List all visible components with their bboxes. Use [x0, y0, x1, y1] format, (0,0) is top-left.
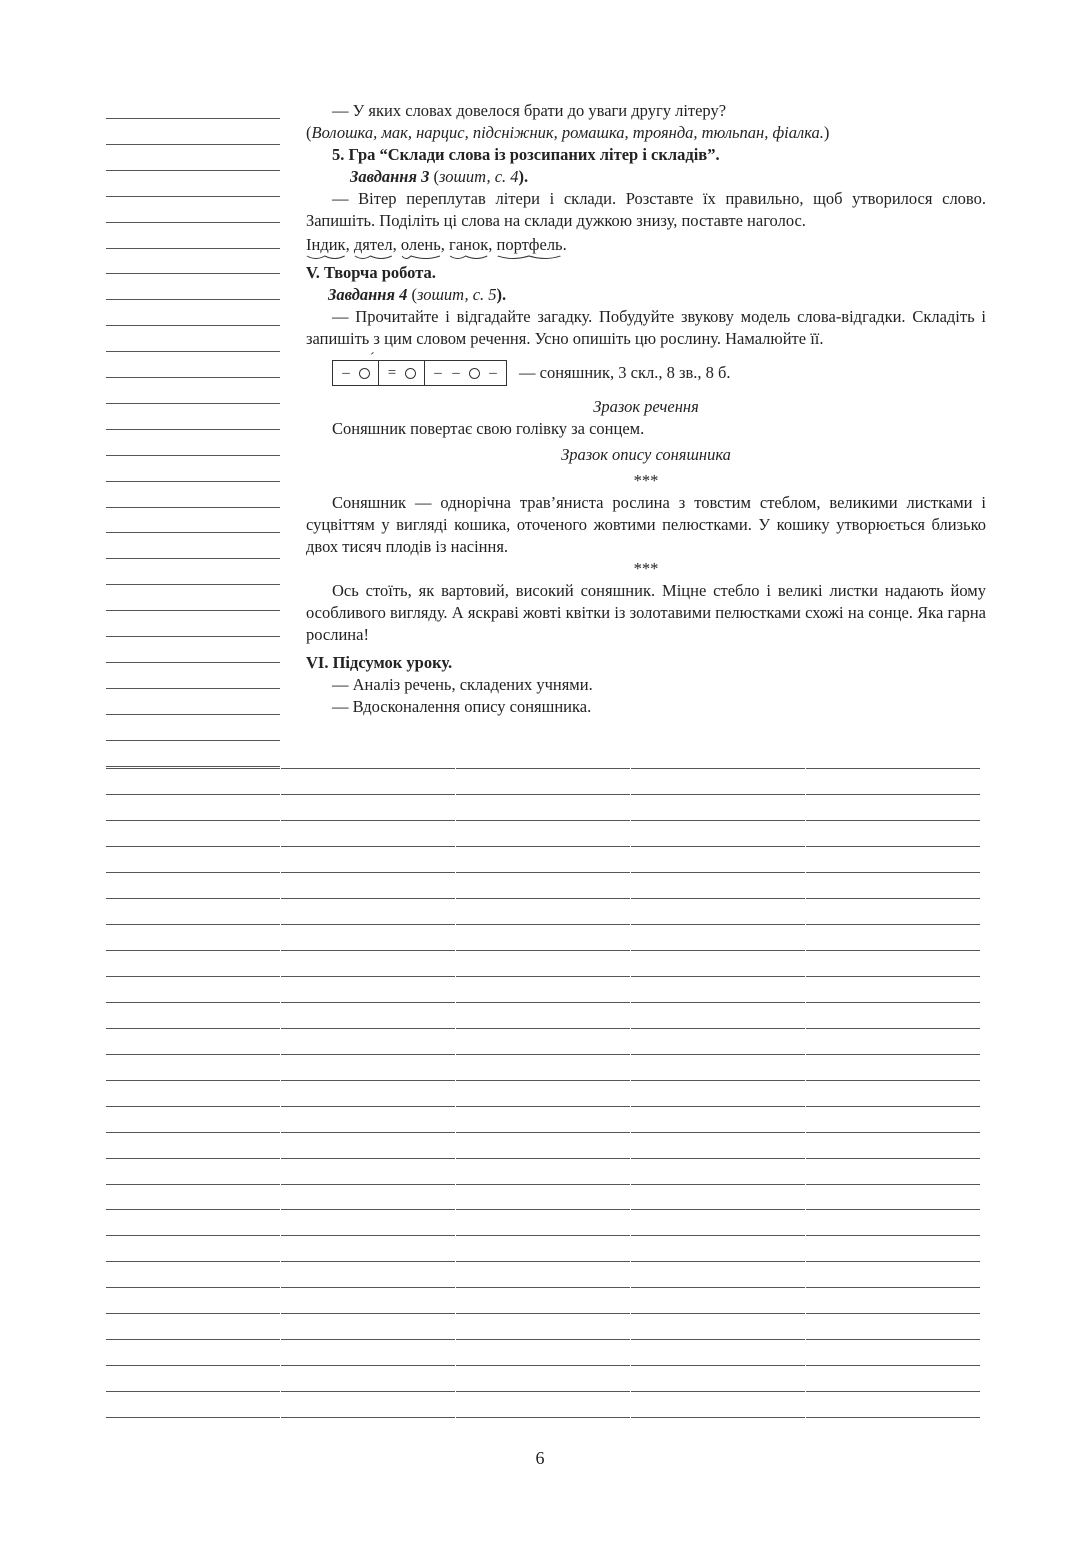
note-line-segment	[456, 1106, 630, 1107]
note-line-segment	[631, 1391, 805, 1392]
wind-instruction: — Вітер переплутав літери і склади. Розставте їх правильно, щоб утворилося слово. Запишіть. Поділіть ці слова на склади дужкою знизу, поставте наголос.	[306, 189, 986, 230]
note-line-segment	[106, 1080, 280, 1081]
note-line-segment	[631, 1106, 805, 1107]
note-line-segment	[281, 820, 455, 821]
note-line	[106, 351, 280, 352]
note-line-segment	[281, 1028, 455, 1029]
note-line	[106, 325, 280, 326]
page-number: 6	[535, 1448, 545, 1468]
note-line	[106, 481, 280, 482]
question-second-letter: — У яких словах довелося брати до уваги другу літеру?	[332, 101, 727, 120]
note-line-segment	[806, 1080, 980, 1081]
word-portfel: портфель	[496, 234, 562, 256]
note-line-segment	[106, 898, 280, 899]
note-line-segment	[106, 1028, 280, 1029]
note-line-segment	[281, 1002, 455, 1003]
note-line-segment	[456, 1365, 630, 1366]
note-line-segment	[456, 1417, 630, 1418]
note-line-segment	[631, 794, 805, 795]
note-line-segment	[281, 872, 455, 873]
description-heading: Зразок опису соняшника	[561, 445, 731, 464]
note-line-segment	[806, 846, 980, 847]
note-line-segment	[456, 1209, 630, 1210]
note-line-segment	[106, 1417, 280, 1418]
note-line-segment	[806, 1209, 980, 1210]
note-line	[106, 170, 280, 171]
note-line	[106, 766, 280, 767]
syllable-1: –	[333, 361, 378, 385]
note-line-segment	[456, 1391, 630, 1392]
note-line-segment	[106, 768, 280, 769]
note-line-segment	[456, 898, 630, 899]
note-line-segment	[106, 1287, 280, 1288]
vowel-circle	[405, 368, 416, 379]
note-line-segment	[281, 1287, 455, 1288]
note-line-segment	[806, 1313, 980, 1314]
syllable-2: =	[378, 361, 424, 385]
note-line-segment	[456, 1184, 630, 1185]
note-line	[106, 273, 280, 274]
note-line-segment	[281, 898, 455, 899]
note-line-segment	[806, 950, 980, 951]
syllable-3: – – –	[424, 361, 506, 385]
note-line-segment	[456, 846, 630, 847]
summary-2: — Вдосконалення опису соняшника.	[332, 697, 592, 716]
note-line-segment	[806, 1235, 980, 1236]
note-line-segment	[456, 950, 630, 951]
note-line-segment	[631, 950, 805, 951]
note-line-segment	[281, 1261, 455, 1262]
note-line-segment	[806, 820, 980, 821]
note-line	[106, 248, 280, 249]
stress-mark: ´	[370, 351, 375, 366]
note-line-segment	[806, 872, 980, 873]
note-line-segment	[281, 1184, 455, 1185]
note-line-segment	[631, 1287, 805, 1288]
note-line-segment	[281, 1054, 455, 1055]
note-line-segment	[456, 1158, 630, 1159]
note-line-segment	[106, 950, 280, 951]
word-diatel: дятел	[354, 234, 393, 256]
note-line	[106, 403, 280, 404]
note-line-segment	[281, 976, 455, 977]
note-line-segment	[106, 846, 280, 847]
note-line-segment	[631, 1080, 805, 1081]
note-line	[106, 118, 280, 119]
note-line-segment	[106, 1235, 280, 1236]
note-line-segment	[106, 1339, 280, 1340]
word-ganok: ганок	[449, 234, 488, 256]
note-line-segment	[806, 1028, 980, 1029]
note-line-segment	[806, 976, 980, 977]
note-line-segment	[281, 1106, 455, 1107]
note-line-segment	[281, 924, 455, 925]
note-line-segment	[806, 1339, 980, 1340]
note-line-segment	[806, 924, 980, 925]
note-line-segment	[806, 1287, 980, 1288]
note-line-segment	[106, 1158, 280, 1159]
note-line-segment	[106, 820, 280, 821]
note-line-segment	[456, 1132, 630, 1133]
note-line	[106, 740, 280, 741]
note-line-segment	[281, 1080, 455, 1081]
note-line	[106, 688, 280, 689]
word-indyk: Індик	[306, 234, 346, 256]
note-line-segment	[631, 820, 805, 821]
note-line-segment	[106, 794, 280, 795]
note-line-segment	[456, 872, 630, 873]
note-line-segment	[106, 872, 280, 873]
note-line-segment	[806, 1391, 980, 1392]
note-line-segment	[806, 1261, 980, 1262]
note-line-segment	[631, 1339, 805, 1340]
note-line	[106, 377, 280, 378]
flower-list: (Волошка, мак, нарцис, підсніжник, ромашка, троянда, тюльпан, фіалка.)	[306, 123, 830, 142]
note-line-segment	[106, 1132, 280, 1133]
note-line-segment	[106, 1391, 280, 1392]
description-2: Ось стоїть, як вартовий, високий соняшник. Міцне стебло і великі листки надають йому особливого вигляду. А яскраві жовті квітки із золотавими пелюстками схожі на сонце. Яка гарна рослина!	[306, 581, 986, 644]
note-line-segment	[806, 1132, 980, 1133]
note-line	[106, 507, 280, 508]
note-line-segment	[631, 976, 805, 977]
note-line-segment	[631, 1158, 805, 1159]
note-line-segment	[281, 1132, 455, 1133]
note-line-segment	[631, 924, 805, 925]
note-line	[106, 222, 280, 223]
note-line-segment	[631, 1235, 805, 1236]
note-line-segment	[631, 1313, 805, 1314]
note-line	[106, 584, 280, 585]
note-line-segment	[281, 1391, 455, 1392]
note-line-segment	[281, 846, 455, 847]
note-line-segment	[631, 768, 805, 769]
sentence-sample-heading: Зразок речення	[593, 397, 699, 416]
note-line-segment	[456, 1287, 630, 1288]
note-line-segment	[281, 1313, 455, 1314]
note-line-segment	[281, 950, 455, 951]
note-line-segment	[456, 1313, 630, 1314]
note-line-segment	[456, 1002, 630, 1003]
note-line-segment	[806, 1365, 980, 1366]
note-line	[106, 532, 280, 533]
note-line-segment	[806, 768, 980, 769]
note-line-segment	[456, 794, 630, 795]
note-line-segment	[281, 1209, 455, 1210]
note-line-segment	[631, 1054, 805, 1055]
note-line	[106, 636, 280, 637]
syllable-words: Індик , дятел , олень , ганок , портфель .	[306, 234, 986, 256]
sentence-sample: Соняшник повертає свою голівку за сонцем.	[332, 419, 645, 438]
note-line-segment	[106, 976, 280, 977]
note-line-segment	[456, 768, 630, 769]
note-line-segment	[806, 1054, 980, 1055]
vowel-circle	[359, 368, 370, 379]
note-line-segment	[456, 924, 630, 925]
note-line-segment	[456, 1235, 630, 1236]
note-line-segment	[281, 794, 455, 795]
note-line	[106, 714, 280, 715]
note-line-segment	[806, 1002, 980, 1003]
description-1: Соняшник — однорічна трав’яниста рослина з товстим стеблом, великими листками і суцвіттям у вигляді кошика, оточеного жовтими пелюстками. У кошику утворюється близько двох тисяч плодів із насіння.	[306, 493, 986, 556]
note-line-segment	[281, 1235, 455, 1236]
note-line-segment	[631, 1184, 805, 1185]
note-line	[106, 455, 280, 456]
lesson-content	[306, 100, 986, 718]
note-line-segment	[631, 1002, 805, 1003]
note-line-segment	[106, 1106, 280, 1107]
note-line	[106, 299, 280, 300]
flower-list-words: Волошка, мак, нарцис, підсніжник, ромашка, троянда, тюльпан, фіалка.	[311, 123, 824, 142]
note-line-segment	[281, 768, 455, 769]
note-line-segment	[806, 1158, 980, 1159]
summary-1: — Аналіз речень, складених учнями.	[332, 675, 593, 694]
note-line-segment	[106, 1209, 280, 1210]
note-line-segment	[106, 1054, 280, 1055]
note-line-segment	[281, 1365, 455, 1366]
note-line-segment	[631, 898, 805, 899]
note-line-segment	[456, 1339, 630, 1340]
note-line-segment	[631, 1132, 805, 1133]
note-line-segment	[631, 1028, 805, 1029]
note-line-segment	[106, 924, 280, 925]
note-line-segment	[106, 1261, 280, 1262]
note-line	[106, 662, 280, 663]
note-line-segment	[281, 1417, 455, 1418]
game5-title: 5. Гра “Склади слова із розсипаних літер і складів”.	[332, 145, 720, 164]
note-line-segment	[456, 1054, 630, 1055]
note-line-segment	[806, 794, 980, 795]
note-line-segment	[456, 1028, 630, 1029]
note-line-segment	[806, 1106, 980, 1107]
note-line-segment	[106, 1313, 280, 1314]
note-line-segment	[456, 820, 630, 821]
note-line	[106, 610, 280, 611]
sound-model	[332, 360, 507, 386]
note-line-segment	[456, 1261, 630, 1262]
note-line-segment	[806, 1184, 980, 1185]
stars-divider: ***	[633, 559, 659, 578]
vowel-circle	[469, 368, 480, 379]
note-line-segment	[631, 1417, 805, 1418]
note-line-segment	[631, 1365, 805, 1366]
note-line-segment	[106, 1184, 280, 1185]
note-line-segment	[631, 1261, 805, 1262]
section5-title: V. Творча робота.	[306, 263, 436, 282]
note-line-segment	[456, 976, 630, 977]
riddle-instruction: — Прочитайте і відгадайте загадку. Побудуйте звукову модель слова-відгадки. Складіть і запишіть з цим словом речення. Усно опишіть цю рослину. Намалюйте її.	[306, 307, 986, 348]
task4-line: Завдання 4 (зошит, с. 5).	[328, 285, 507, 304]
note-line-segment	[106, 1365, 280, 1366]
note-line-segment	[631, 872, 805, 873]
note-line-segment	[106, 1002, 280, 1003]
note-line-segment	[806, 1417, 980, 1418]
note-line-segment	[281, 1339, 455, 1340]
sound-model-row	[332, 351, 986, 388]
stars-divider: ***	[633, 471, 659, 490]
note-line-segment	[456, 1080, 630, 1081]
section6-title: VI. Підсумок уроку.	[306, 653, 453, 672]
note-line-segment	[631, 1209, 805, 1210]
note-line-segment	[631, 846, 805, 847]
note-line-segment	[806, 898, 980, 899]
sound-model-label: — соняшник, 3 скл., 8 зв., 8 б.	[519, 363, 731, 382]
note-line-segment	[281, 1158, 455, 1159]
note-line	[106, 144, 280, 145]
task3-line: Завдання 3 (зошит, с. 4).	[350, 167, 529, 186]
note-line	[106, 429, 280, 430]
note-line	[106, 558, 280, 559]
word-olen: олень	[401, 234, 441, 256]
note-line	[106, 196, 280, 197]
